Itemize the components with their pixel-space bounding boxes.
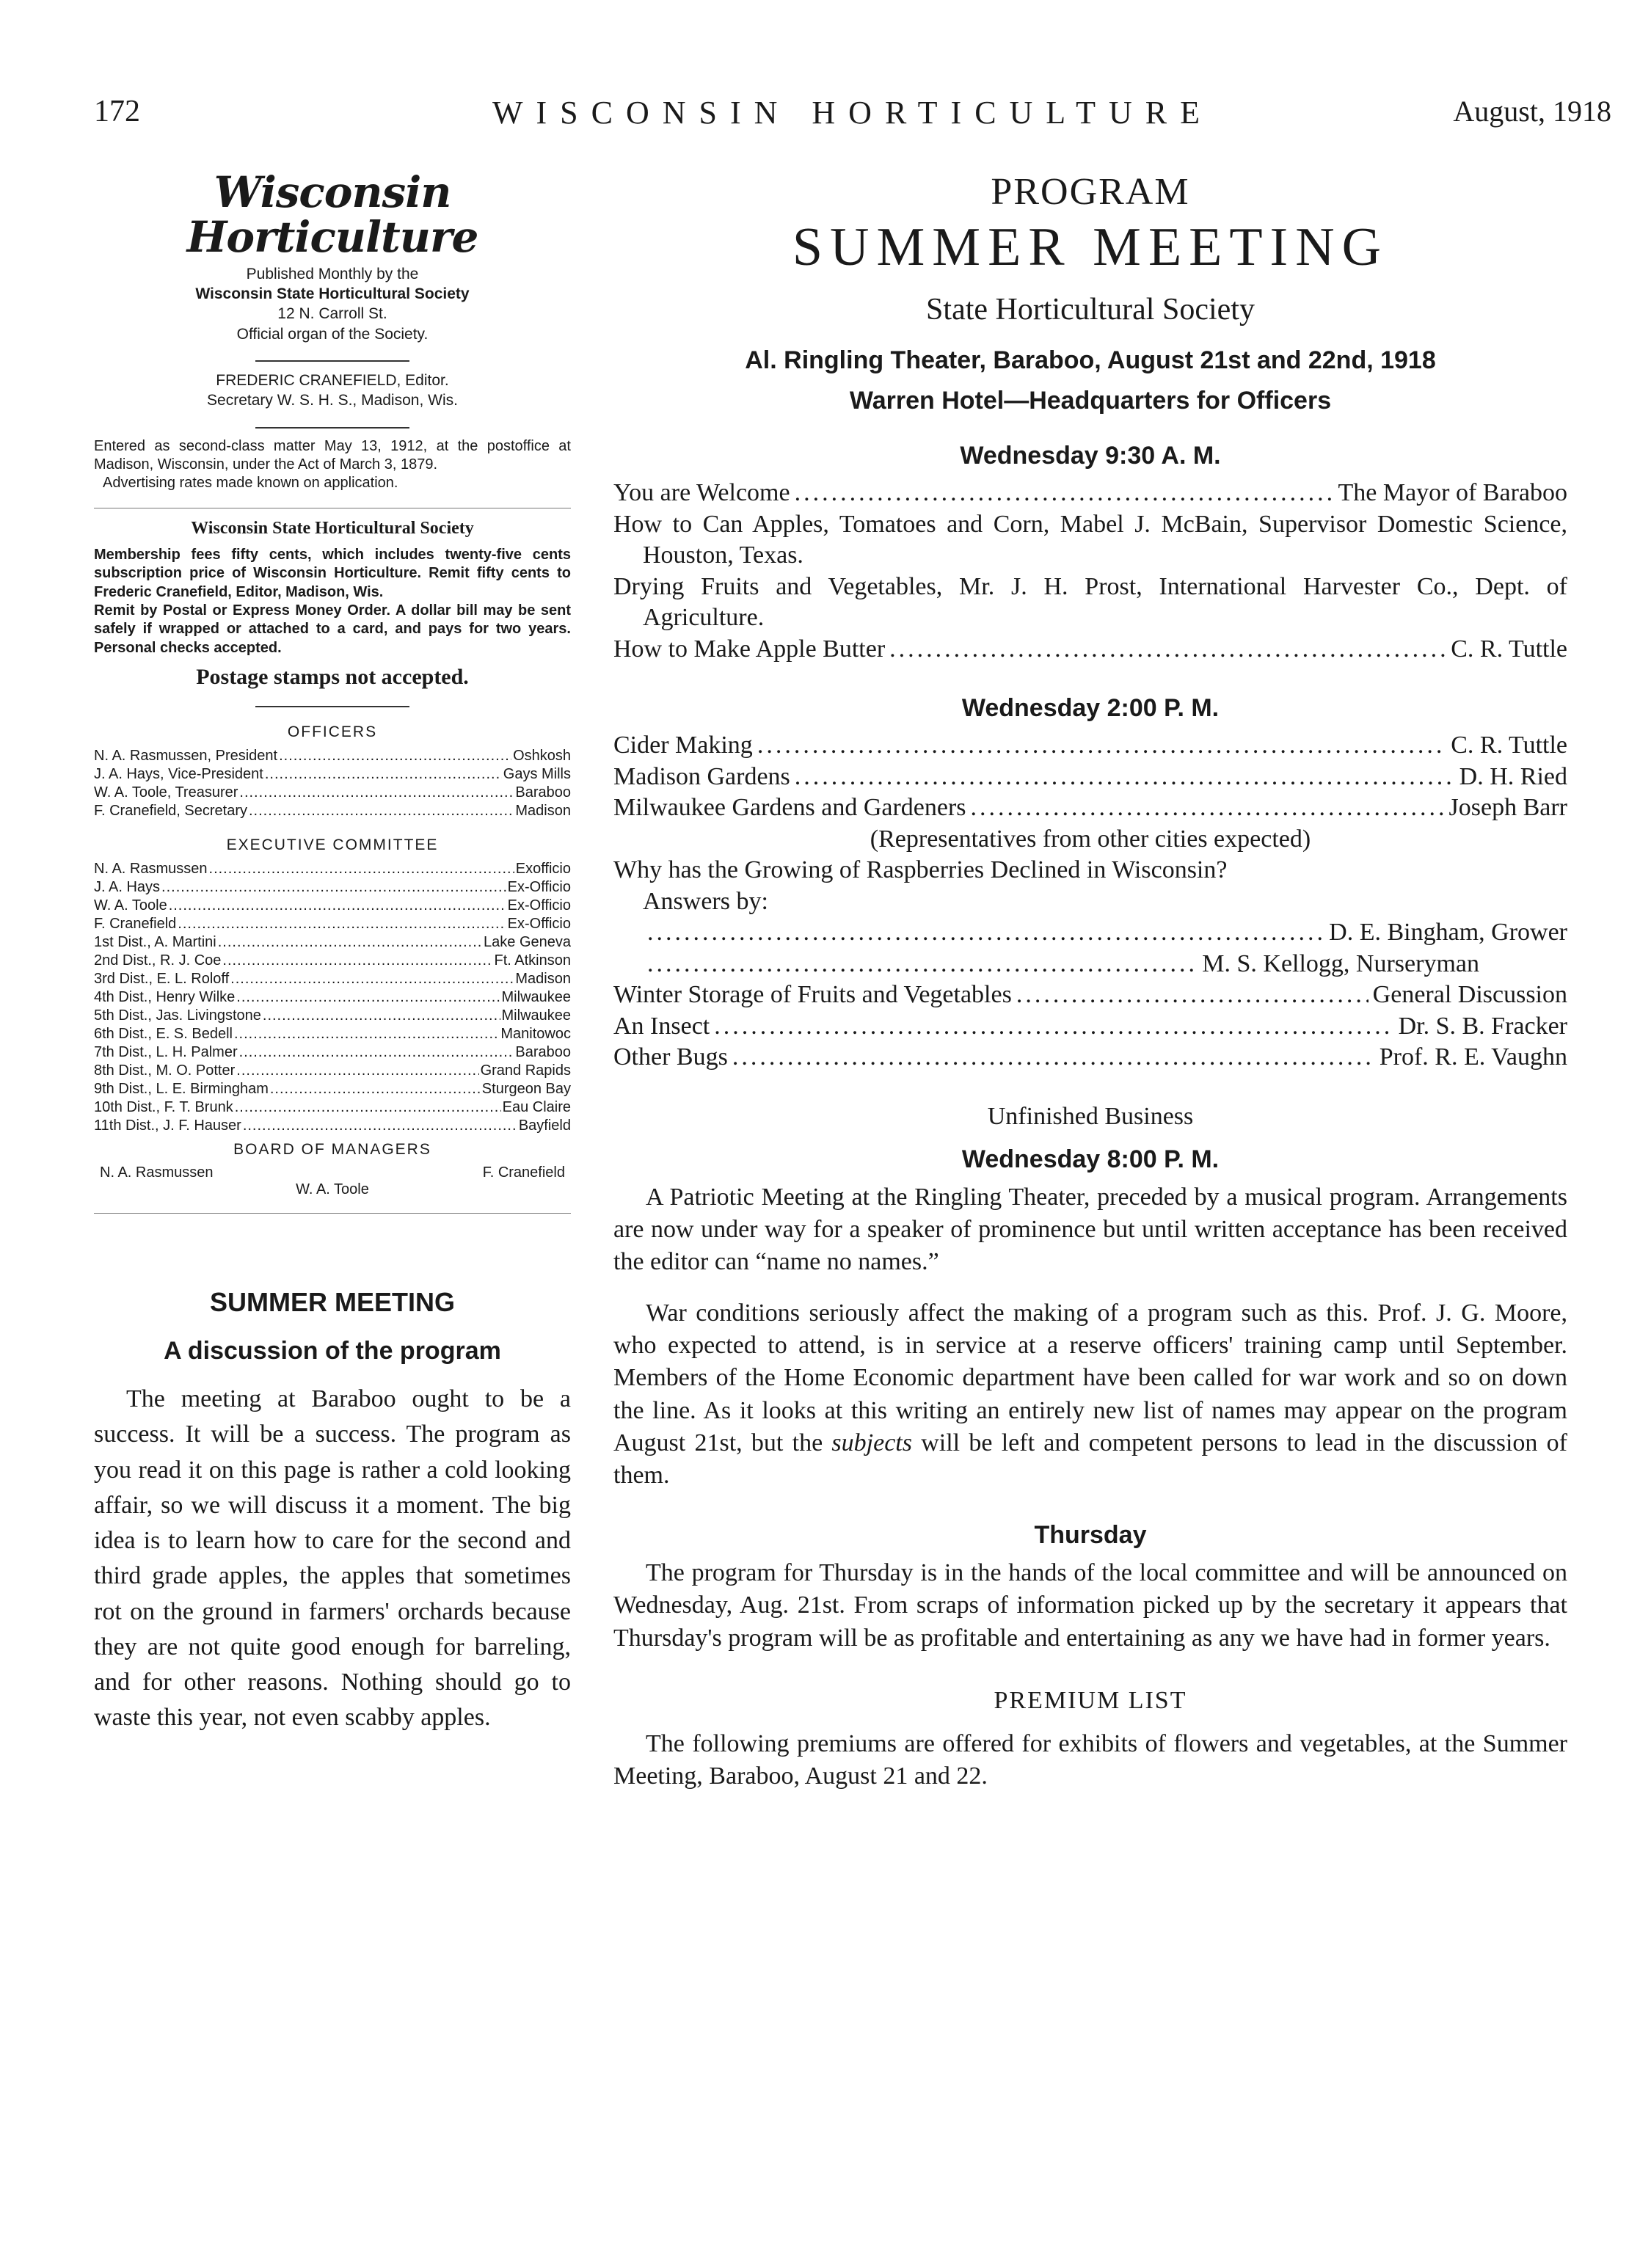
executive-row [94,1043,571,1062]
program-row [613,980,1567,1011]
executive-row [94,933,571,952]
premium-paragraph: The following premiums are offered for exhibits of flowers and vegetables, at the Summer Meeting, Baraboo, August 21 and 22. [613,1729,1567,1790]
executive-row [94,952,571,970]
executive-list [94,860,571,1135]
program-speaker: Prof. R. E. Vaughn [1379,1043,1567,1071]
program-speaker: M. S. Kellogg, Nurseryman [1202,949,1479,977]
emphasis-text: subjects [831,1429,912,1456]
member-role: Ex-Officio [507,879,571,896]
executive-heading: EXECUTIVE COMMITTEE [226,836,439,854]
advertising-notice: Advertising rates made known on application. [103,475,398,492]
member-name: 11th Dist., J. F. Hauser [94,1117,241,1134]
executive-row [94,1098,571,1117]
officers-list [94,747,571,820]
running-head [94,94,1611,145]
leader-dots [169,897,506,915]
program-topic: Winter Storage of Fruits and Vegetables [613,981,1012,1008]
divider [255,427,409,429]
program-row [613,478,1567,509]
program-title: SUMMER MEETING [792,217,1389,277]
evening-paragraph: A Patriotic Meeting at the Ringling Theater, preceded by a musical program. Arrangements are now under way for a speaker of prominence but until written acceptance has been received the editor can “name no names.” [613,1183,1567,1275]
officers-heading: OFFICERS [287,723,378,741]
program-topic: Milwaukee Gardens and Gardeners [613,794,966,821]
officer-row [94,765,571,784]
leader-dots [279,747,511,765]
member-name: 6th Dist., E. S. Bedell [94,1026,233,1043]
executive-row [94,1117,571,1135]
member-name: F. Cranefield [94,916,177,933]
entered-notice: Entered as second-class matter May 13, 1912, at the postoffice at Madison, Wisconsin, under the Act of March 3, 1879. [94,437,571,473]
masthead-organ: Official organ of the Society. [236,325,429,343]
leader-dots [222,952,492,970]
executive-row [94,970,571,988]
program-topic: Other Bugs [613,1043,728,1071]
leader-dots [263,1007,500,1025]
member-name: 10th Dist., F. T. Brunk [94,1099,233,1116]
paragraph-text: will be left and competent persons to lead in the discussion of them. [613,1429,1567,1489]
masthead-secretary: Secretary W. S. H. S., Madison, Wis. [207,392,458,409]
session-heading: Wednesday 2:00 P. M. [961,694,1220,722]
member-name: J. A. Hays [94,879,161,896]
program-topic: An Insect [613,1012,710,1040]
leader-dots [239,784,514,802]
leader-dots [265,765,502,784]
member-role: Ex-Officio [507,916,571,933]
article-heading: SUMMER MEETING [209,1287,455,1318]
leader-dots [249,802,514,820]
leader-dots [243,1117,517,1135]
program-venue: Al. Ringling Theater, Baraboo, August 21st and 22nd, 1918 [745,346,1436,374]
program-answers-label: Answers by: [643,887,768,915]
leader-dots [218,933,482,952]
masthead-editor: FREDERIC CRANEFIELD, Editor. [216,371,449,389]
program-speaker: Dr. S. B. Fracker [1398,1012,1567,1040]
left-column [94,167,571,1736]
leader-dots [795,478,1334,509]
program-topic: Madison Gardens [613,762,790,790]
leader-dots [239,1043,514,1062]
leader-dots [270,1080,481,1098]
executive-row [94,915,571,933]
thursday-paragraph: The program for Thursday is in the hands of the local committee and will be announced on Wednesday, Aug. 21st. From scraps of information picked up by the secretary it appears that Thursday's program will be as profitable and entertaining as any we have had in former years. [613,1559,1567,1652]
officer-name: J. A. Hays, Vice-President [94,766,263,783]
officer-city: Madison [515,803,571,820]
officer-city: Baraboo [515,784,571,801]
program-row [613,634,1567,666]
war-conditions-paragraph [613,1297,1567,1492]
program-question: Why has the Growing of Raspberries Declined in Wisconsin? [613,856,1228,883]
article-body: The meeting at Baraboo ought to be a success. It will be a success. The program as you read it on this page is rather a cold looking affair, so we will discuss it a moment. The big idea is to learn how to care for the second and third grade apples, the apples that sometimes rot on the ground in farmers' orchards because they are not quite good enough for barreling, and for other reasons. Nothing should go to waste this year, not even scabby apples. [94,1385,571,1732]
masthead-published: Published Monthly by the [246,265,419,282]
member-role: Eau Claire [502,1099,571,1116]
officer-name: F. Cranefield, Secretary [94,803,247,820]
leader-dots [714,1011,1393,1043]
officer-name: N. A. Rasmussen, President [94,748,278,765]
member-name: 3rd Dist., E. L. Roloff [94,971,230,988]
masthead-logo: Wisconsin Horticulture [186,167,478,262]
leader-dots [209,860,514,878]
leader-dots [732,1042,1375,1073]
member-name: 1st Dist., A. Martini [94,934,216,951]
board-heading: BOARD OF MANAGERS [233,1141,431,1159]
program-row [613,730,1567,762]
page-number: 172 [94,95,140,128]
board-member: F. Cranefield [482,1164,565,1181]
executive-row [94,1080,571,1098]
member-role: Baraboo [515,1044,571,1061]
paragraph-gap [613,1278,1567,1297]
program-note: (Representatives from other cities expected) [870,825,1311,853]
member-name: 9th Dist., L. E. Birmingham [94,1081,269,1098]
article-subheading: A discussion of the program [164,1337,501,1365]
program-row [613,1042,1567,1073]
masthead-society: Wisconsin State Horticultural Society [195,285,470,303]
leader-dots [647,917,1324,949]
program-headquarters: Warren Hotel—Headquarters for Officers [849,387,1332,415]
officer-city: Gays Mills [503,766,571,783]
program-item: Drying Fruits and Vegetables, Mr. J. H. Prost, International Harvester Co., Dept. of Agriculture. [613,572,1567,631]
member-role: Bayfield [518,1117,571,1134]
board-member: N. A. Rasmussen [100,1164,214,1181]
program-speaker: D. E. Bingham, Grower [1329,919,1567,946]
divider [255,706,409,707]
program-row [613,792,1567,824]
member-role: Grand Rapids [480,1062,571,1079]
program-speaker: General Discussion [1372,981,1567,1008]
program-label: PROGRAM [991,171,1190,213]
member-name: 4th Dist., Henry Wilke [94,989,236,1006]
divider [255,360,409,362]
program-row [613,917,1567,949]
membership-remit: Remit by Postal or Express Money Order. A dollar bill may be sent safely if wrapped or attached to a card, and pays for two years. Personal checks accepted. [94,602,571,656]
member-name: 8th Dist., M. O. Potter [94,1062,236,1079]
leader-dots [1016,980,1368,1011]
program-row [613,762,1567,793]
session-heading: Wednesday 9:30 A. M. [960,442,1221,470]
issue-date: August, 1918 [1453,95,1611,128]
member-role: Madison [515,971,571,988]
executive-row [94,1007,571,1025]
officer-row [94,784,571,802]
officer-row [94,802,571,820]
leader-dots [235,1098,501,1117]
member-name: 2nd Dist., R. J. Coe [94,952,222,969]
program-speaker: D. H. Ried [1459,762,1567,790]
member-role: Manitowoc [500,1026,571,1043]
journal-title: WISCONSIN HORTICULTURE [492,95,1214,131]
board-member: W. A. Toole [296,1181,369,1198]
officer-name: W. A. Toole, Treasurer [94,784,238,801]
member-role: Milwaukee [501,989,571,1006]
unfinished-business: Unfinished Business [987,1102,1194,1130]
leader-dots [647,949,1198,980]
leader-dots [161,878,506,897]
executive-row [94,878,571,897]
program-topic: You are Welcome [613,479,790,506]
program-topic: How to Make Apple Butter [613,635,886,663]
member-role: Ex-Officio [507,897,571,914]
program-row [613,1011,1567,1043]
leader-dots [889,634,1446,666]
member-role: Lake Geneva [484,934,571,951]
leader-dots [236,988,500,1007]
officer-row [94,747,571,765]
member-name: 5th Dist., Jas. Livingstone [94,1007,261,1024]
leader-dots [178,915,506,933]
leader-dots [795,762,1455,793]
executive-row [94,860,571,878]
member-name: W. A. Toole [94,897,167,914]
divider [94,1213,571,1214]
session-heading: Thursday [1034,1521,1147,1550]
program-topic: Cider Making [613,732,753,759]
officer-city: Oshkosh [513,748,571,765]
program-speaker: C. R. Tuttle [1451,635,1567,663]
program-item: How to Can Apples, Tomatoes and Corn, Mabel J. McBain, Supervisor Domestic Science, Houston, Texas. [613,510,1567,569]
member-name: 7th Dist., L. H. Palmer [94,1044,238,1061]
board-row [94,1164,571,1181]
member-role: Milwaukee [501,1007,571,1024]
executive-row [94,1062,571,1080]
program-speaker: Joseph Barr [1448,794,1567,821]
premium-heading: PREMIUM LIST [994,1686,1187,1714]
session-heading: Wednesday 8:00 P. M. [961,1145,1220,1173]
member-role: Exofficio [515,861,571,878]
paragraph-text: War conditions seriously affect the making of a program such as this. Prof. J. G. Moore, who expected to attend, is in service at a reserve officers' training camp until September. Members of the Home Economic department have been called for war work and so on down the line. As it looks at this writing an entirely new list of names may appear on the program August 21st, but the [613,1299,1567,1456]
program-row [613,949,1567,980]
masthead-address: 12 N. Carroll St. [277,305,387,323]
membership-text: Membership fees fifty cents, which includes twenty-five cents subscription price of Wisconsin Horticulture. Remit fifty cents to Frederic Cranefield, Editor, Madison, Wis. [94,546,571,600]
right-column [613,170,1567,1793]
executive-row [94,1025,571,1043]
member-role: Ft. Atkinson [494,952,571,969]
leader-dots [971,792,1445,824]
member-role: Sturgeon Bay [481,1081,571,1098]
leader-dots [236,1062,478,1080]
program-society: State Horticultural Society [926,293,1255,327]
postage-notice: Postage stamps not accepted. [196,665,469,690]
leader-dots [234,1025,499,1043]
membership-heading: Wisconsin State Horticultural Society [191,518,474,538]
executive-row [94,897,571,915]
leader-dots [230,970,514,988]
member-name: N. A. Rasmussen [94,861,208,878]
leader-dots [757,730,1446,762]
program-speaker: C. R. Tuttle [1451,732,1567,759]
program-speaker: The Mayor of Baraboo [1338,479,1567,506]
executive-row [94,988,571,1007]
